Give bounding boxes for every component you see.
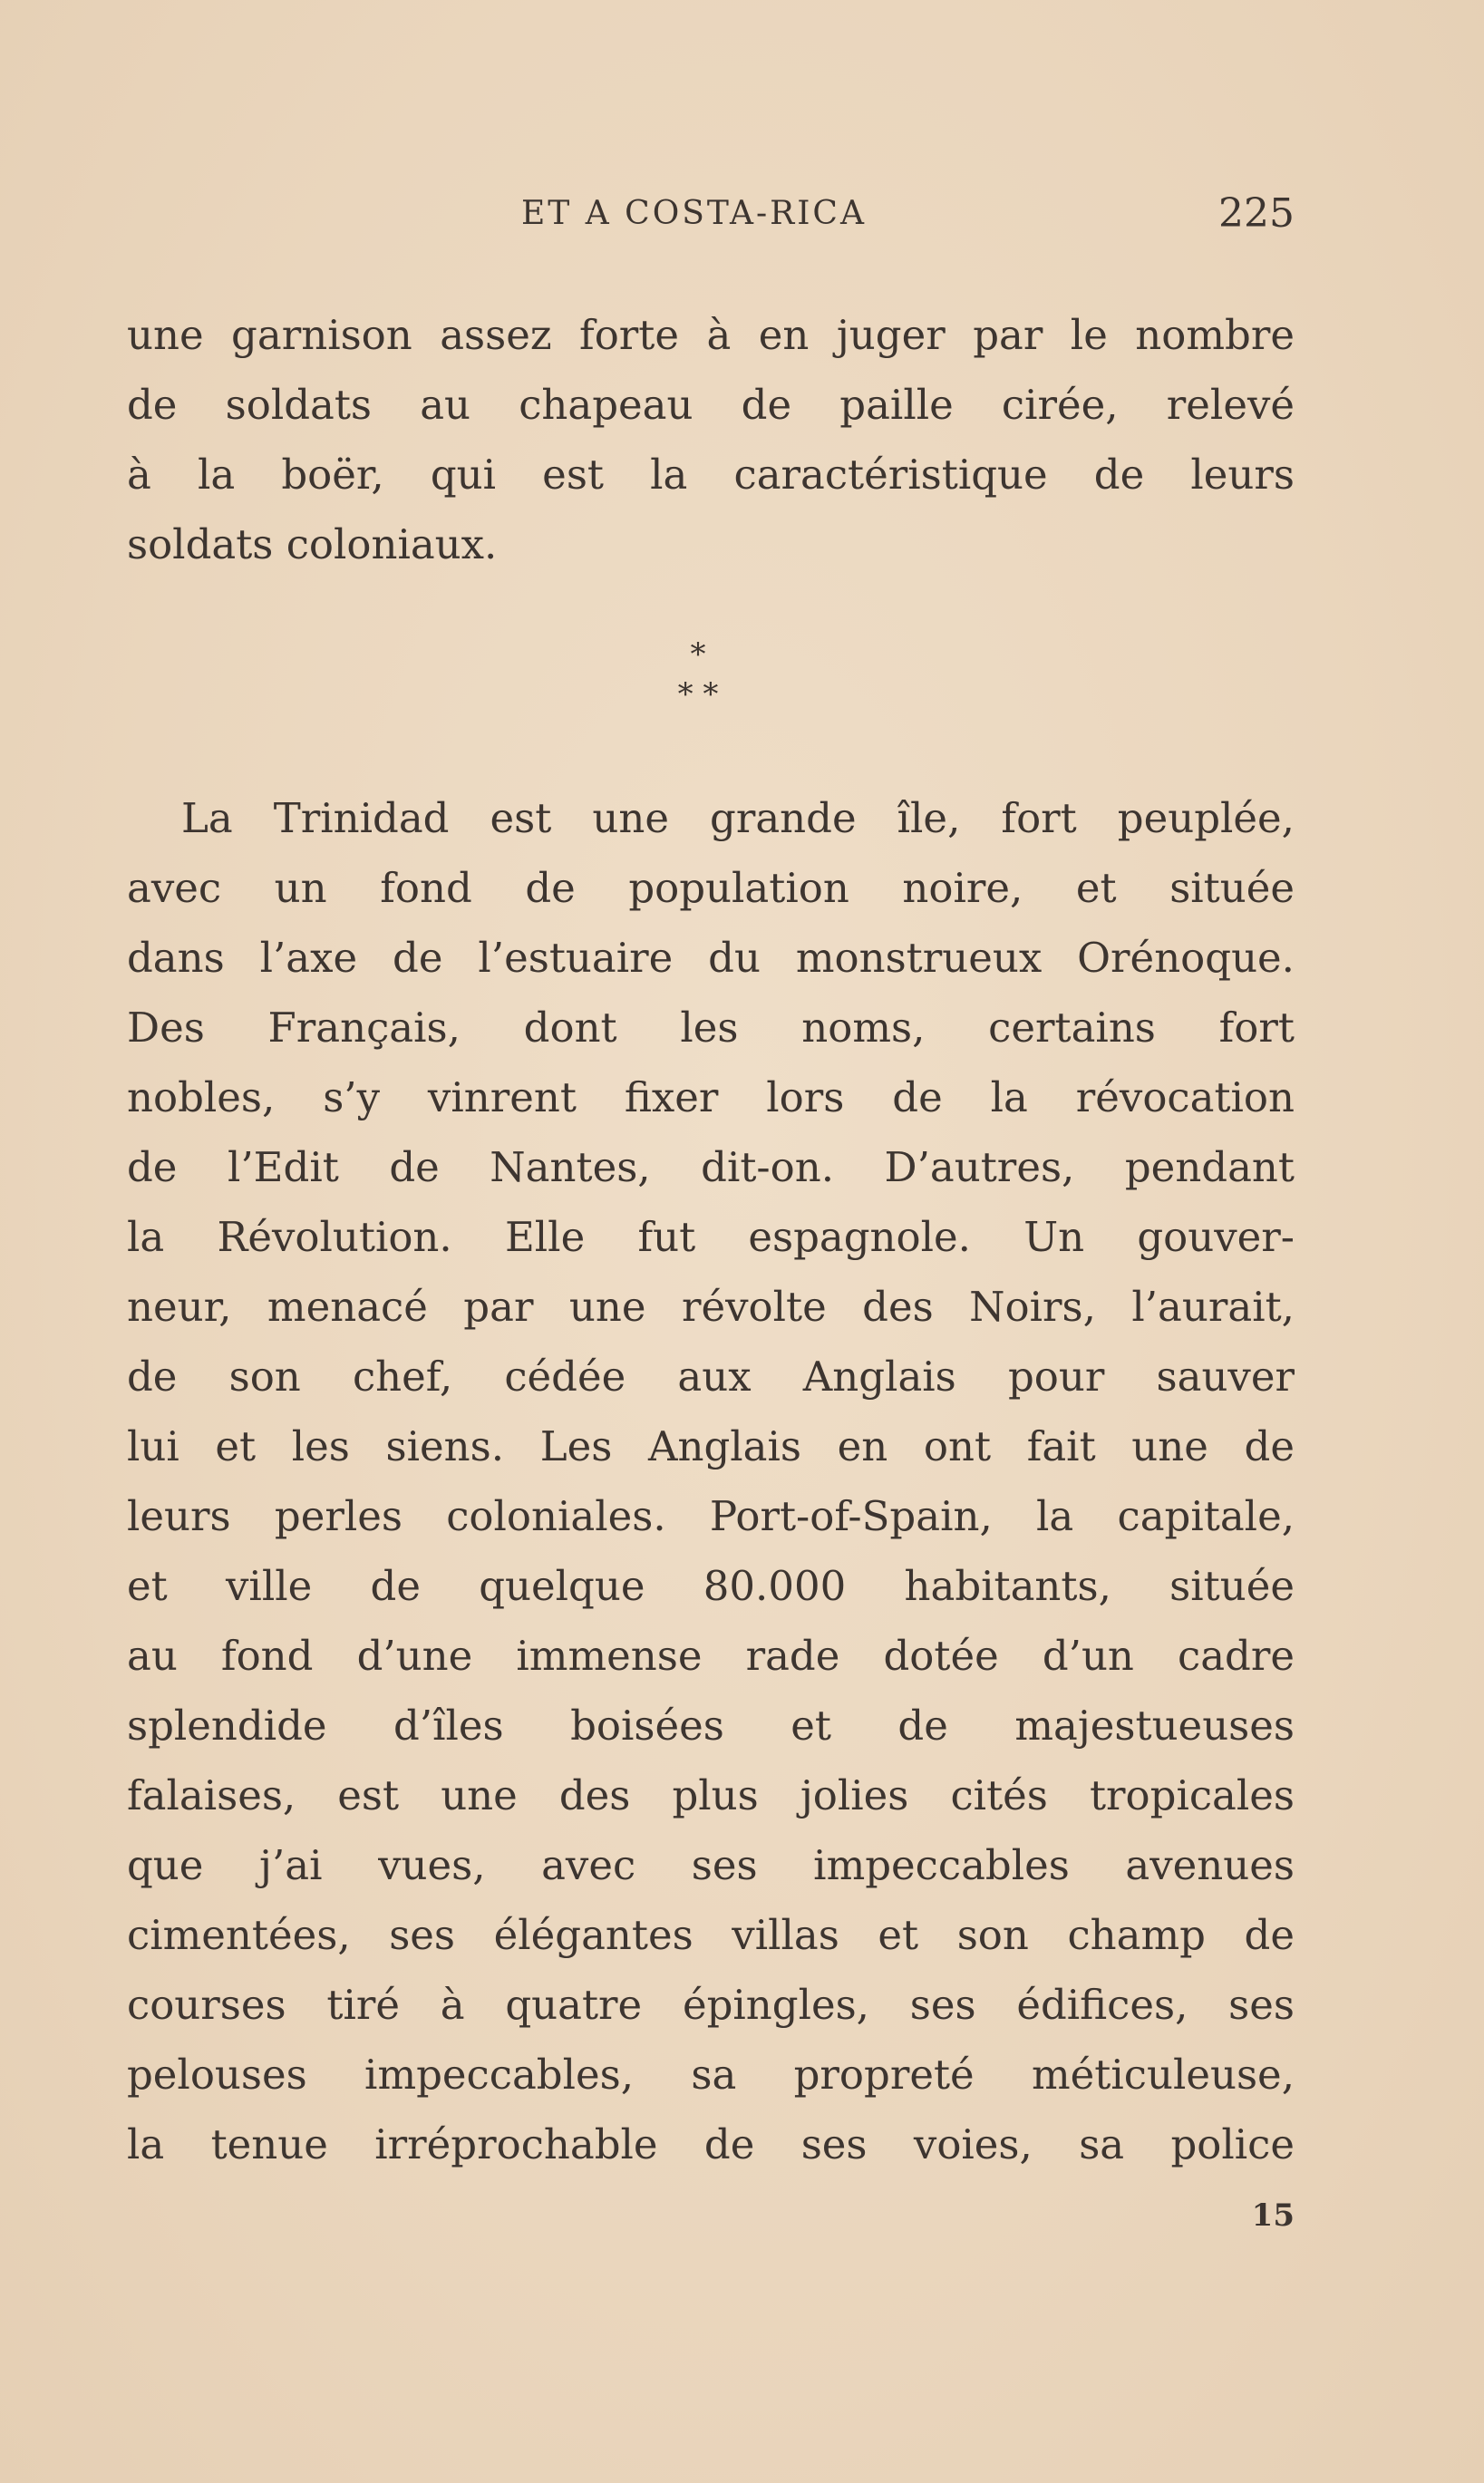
text-line: Des Français, dont les noms, certains fort [127,1004,1295,1052]
asterism [635,635,761,734]
text-line: la tenue irréprochable de ses voies, sa police [127,2120,1295,2168]
text-line: dans l’axe de l’estuaire du monstrueux Orénoque. [127,934,1295,982]
text-line: la Révolution. Elle fut espagnole. Un gouver- [127,1213,1295,1261]
running-head [127,187,1295,241]
text-line: La Trinidad est une grande île, fort peuplée, [181,794,1295,842]
running-title: ET A COSTA-RICA [521,195,867,232]
text-line: neur, menacé par une révolte des Noirs, l’aurait, [127,1283,1295,1331]
text-line: cimentées, ses élégantes villas et son champ de [127,1911,1295,1959]
asterism-bottom: * * [677,676,719,713]
text-line: leurs perles coloniales. Port-of-Spain, la capitale, [127,1492,1295,1540]
text-line: au fond d’une immense rade dotée d’un cadre [127,1632,1295,1680]
text-line: à la boër, qui est la caractéristique de leurs [127,451,1295,499]
text-line: splendide d’îles boisées et de majestueuses [127,1702,1295,1750]
text-line: de l’Edit de Nantes, dit-on. D’autres, pendant [127,1143,1295,1191]
text-line: pelouses impeccables, sa propreté méticuleuse, [127,2051,1295,2099]
text-line: avec un fond de population noire, et située [127,864,1295,912]
text-line: une garnison assez forte à en juger par le nombre [127,311,1295,359]
paragraph-2 [127,783,1295,2179]
signature-mark: 15 [1251,2197,1295,2234]
text-line: courses tiré à quatre épingles, ses édifices, ses [127,1981,1295,2029]
text-line: que j’ai vues, avec ses impeccables avenues [127,1841,1295,1889]
text-line: soldats coloniaux. [127,520,498,568]
text-line: falaises, est une des plus jolies cités tropicales [127,1771,1295,1819]
asterism-top: * [690,636,706,673]
text-line: de son chef, cédée aux Anglais pour sauver [127,1353,1295,1401]
text-line: de soldats au chapeau de paille cirée, relevé [127,381,1295,429]
text-line: nobles, s’y vinrent fixer lors de la révocation [127,1073,1295,1121]
page-number: 225 [1218,190,1295,237]
text-line: et ville de quelque 80.000 habitants, située [127,1562,1295,1610]
paragraph-1 [127,300,1295,579]
text-line: lui et les siens. Les Anglais en ont fait une de [127,1422,1295,1470]
